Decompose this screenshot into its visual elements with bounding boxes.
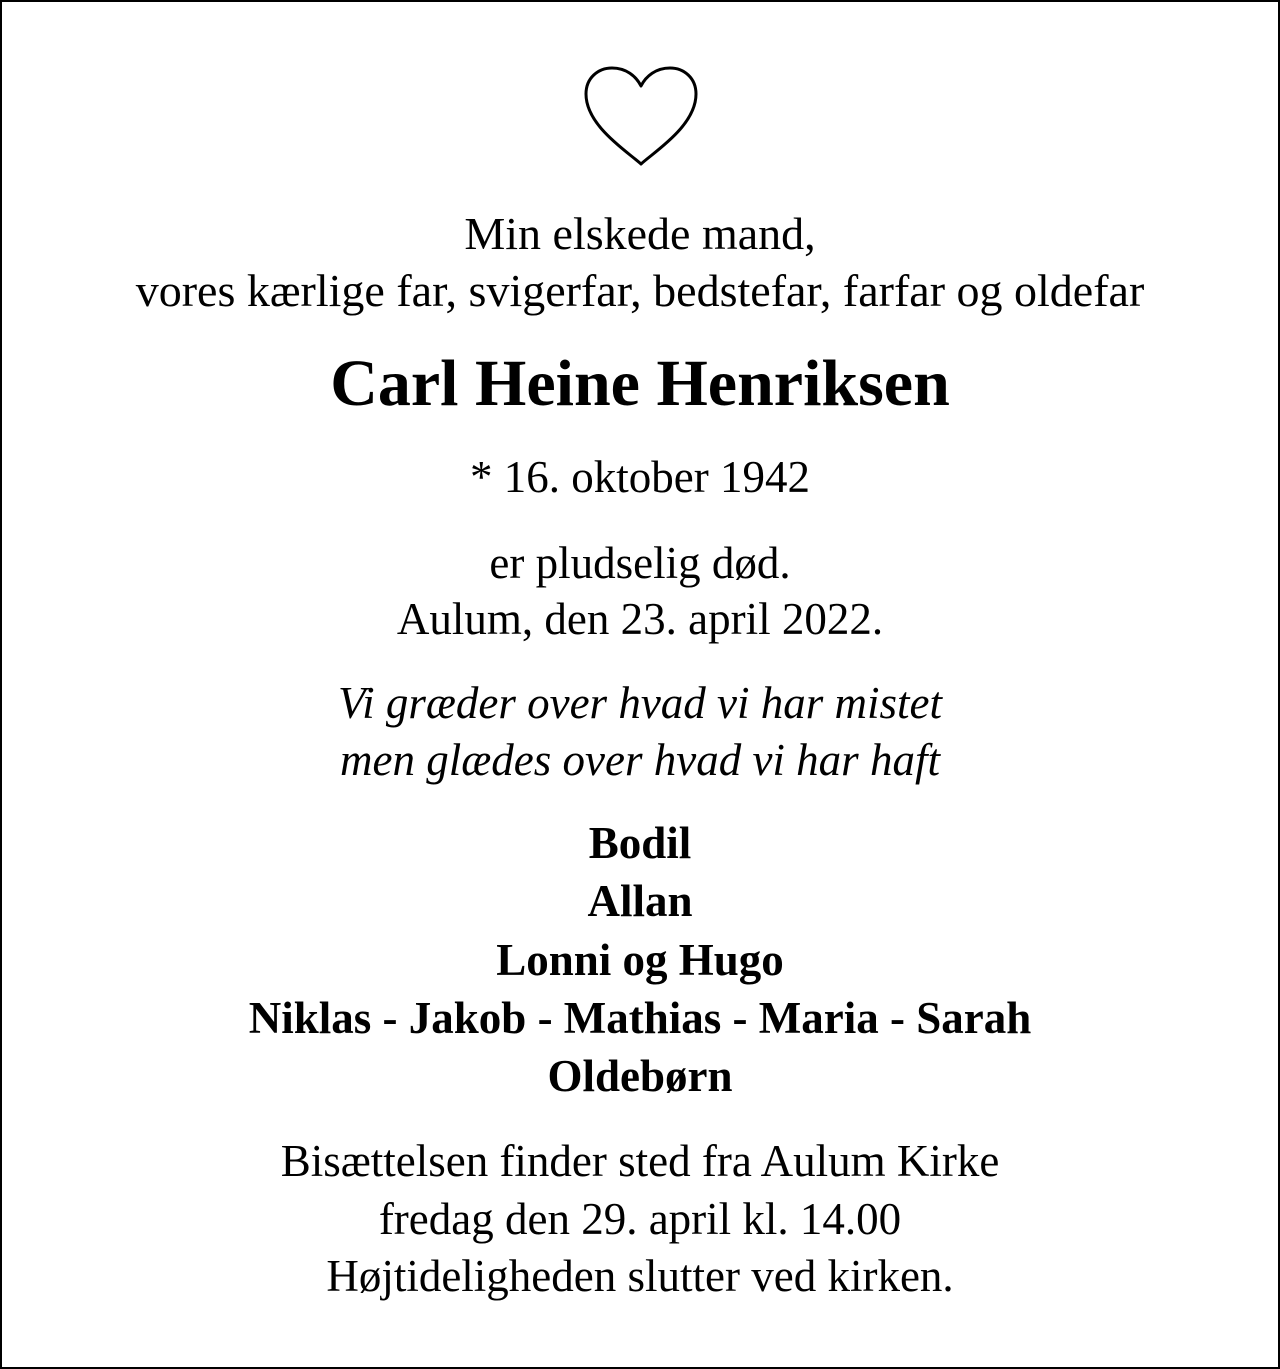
funeral-line-2: fredag den 29. april kl. 14.00	[378, 1194, 902, 1244]
family-line-4: Niklas - Jakob - Mathias - Maria - Sarah	[248, 993, 1032, 1043]
verse-line-2: men glædes over hvad vi har haft	[340, 735, 940, 785]
funeral-line-1: Bisættelsen finder sted fra Aulum Kirke	[280, 1136, 1000, 1186]
verse-line-1: Vi græder over hvad vi har mistet	[337, 678, 943, 728]
family-line-3: Lonni og Hugo	[496, 935, 784, 985]
family-line-2: Allan	[587, 876, 693, 926]
intro-line-2: vores kærlige far, svigerfar, bedstefar, farfar og oldefar	[135, 265, 1145, 316]
funeral-line-3: Højtideligheden slutter ved kirken.	[326, 1251, 954, 1301]
family-line-1: Bodil	[588, 818, 692, 868]
birth-date: * 16. oktober 1942	[470, 452, 810, 502]
death-line-2: Aulum, den 23. april 2022.	[396, 594, 884, 644]
heart-outline-icon	[582, 64, 700, 168]
deceased-name: Carl Heine Henriksen	[330, 347, 950, 420]
intro-line-1: Min elskede mand,	[464, 208, 816, 259]
death-line-1: er pludselig død.	[489, 538, 791, 588]
family-line-5: Oldebørn	[547, 1051, 733, 1101]
